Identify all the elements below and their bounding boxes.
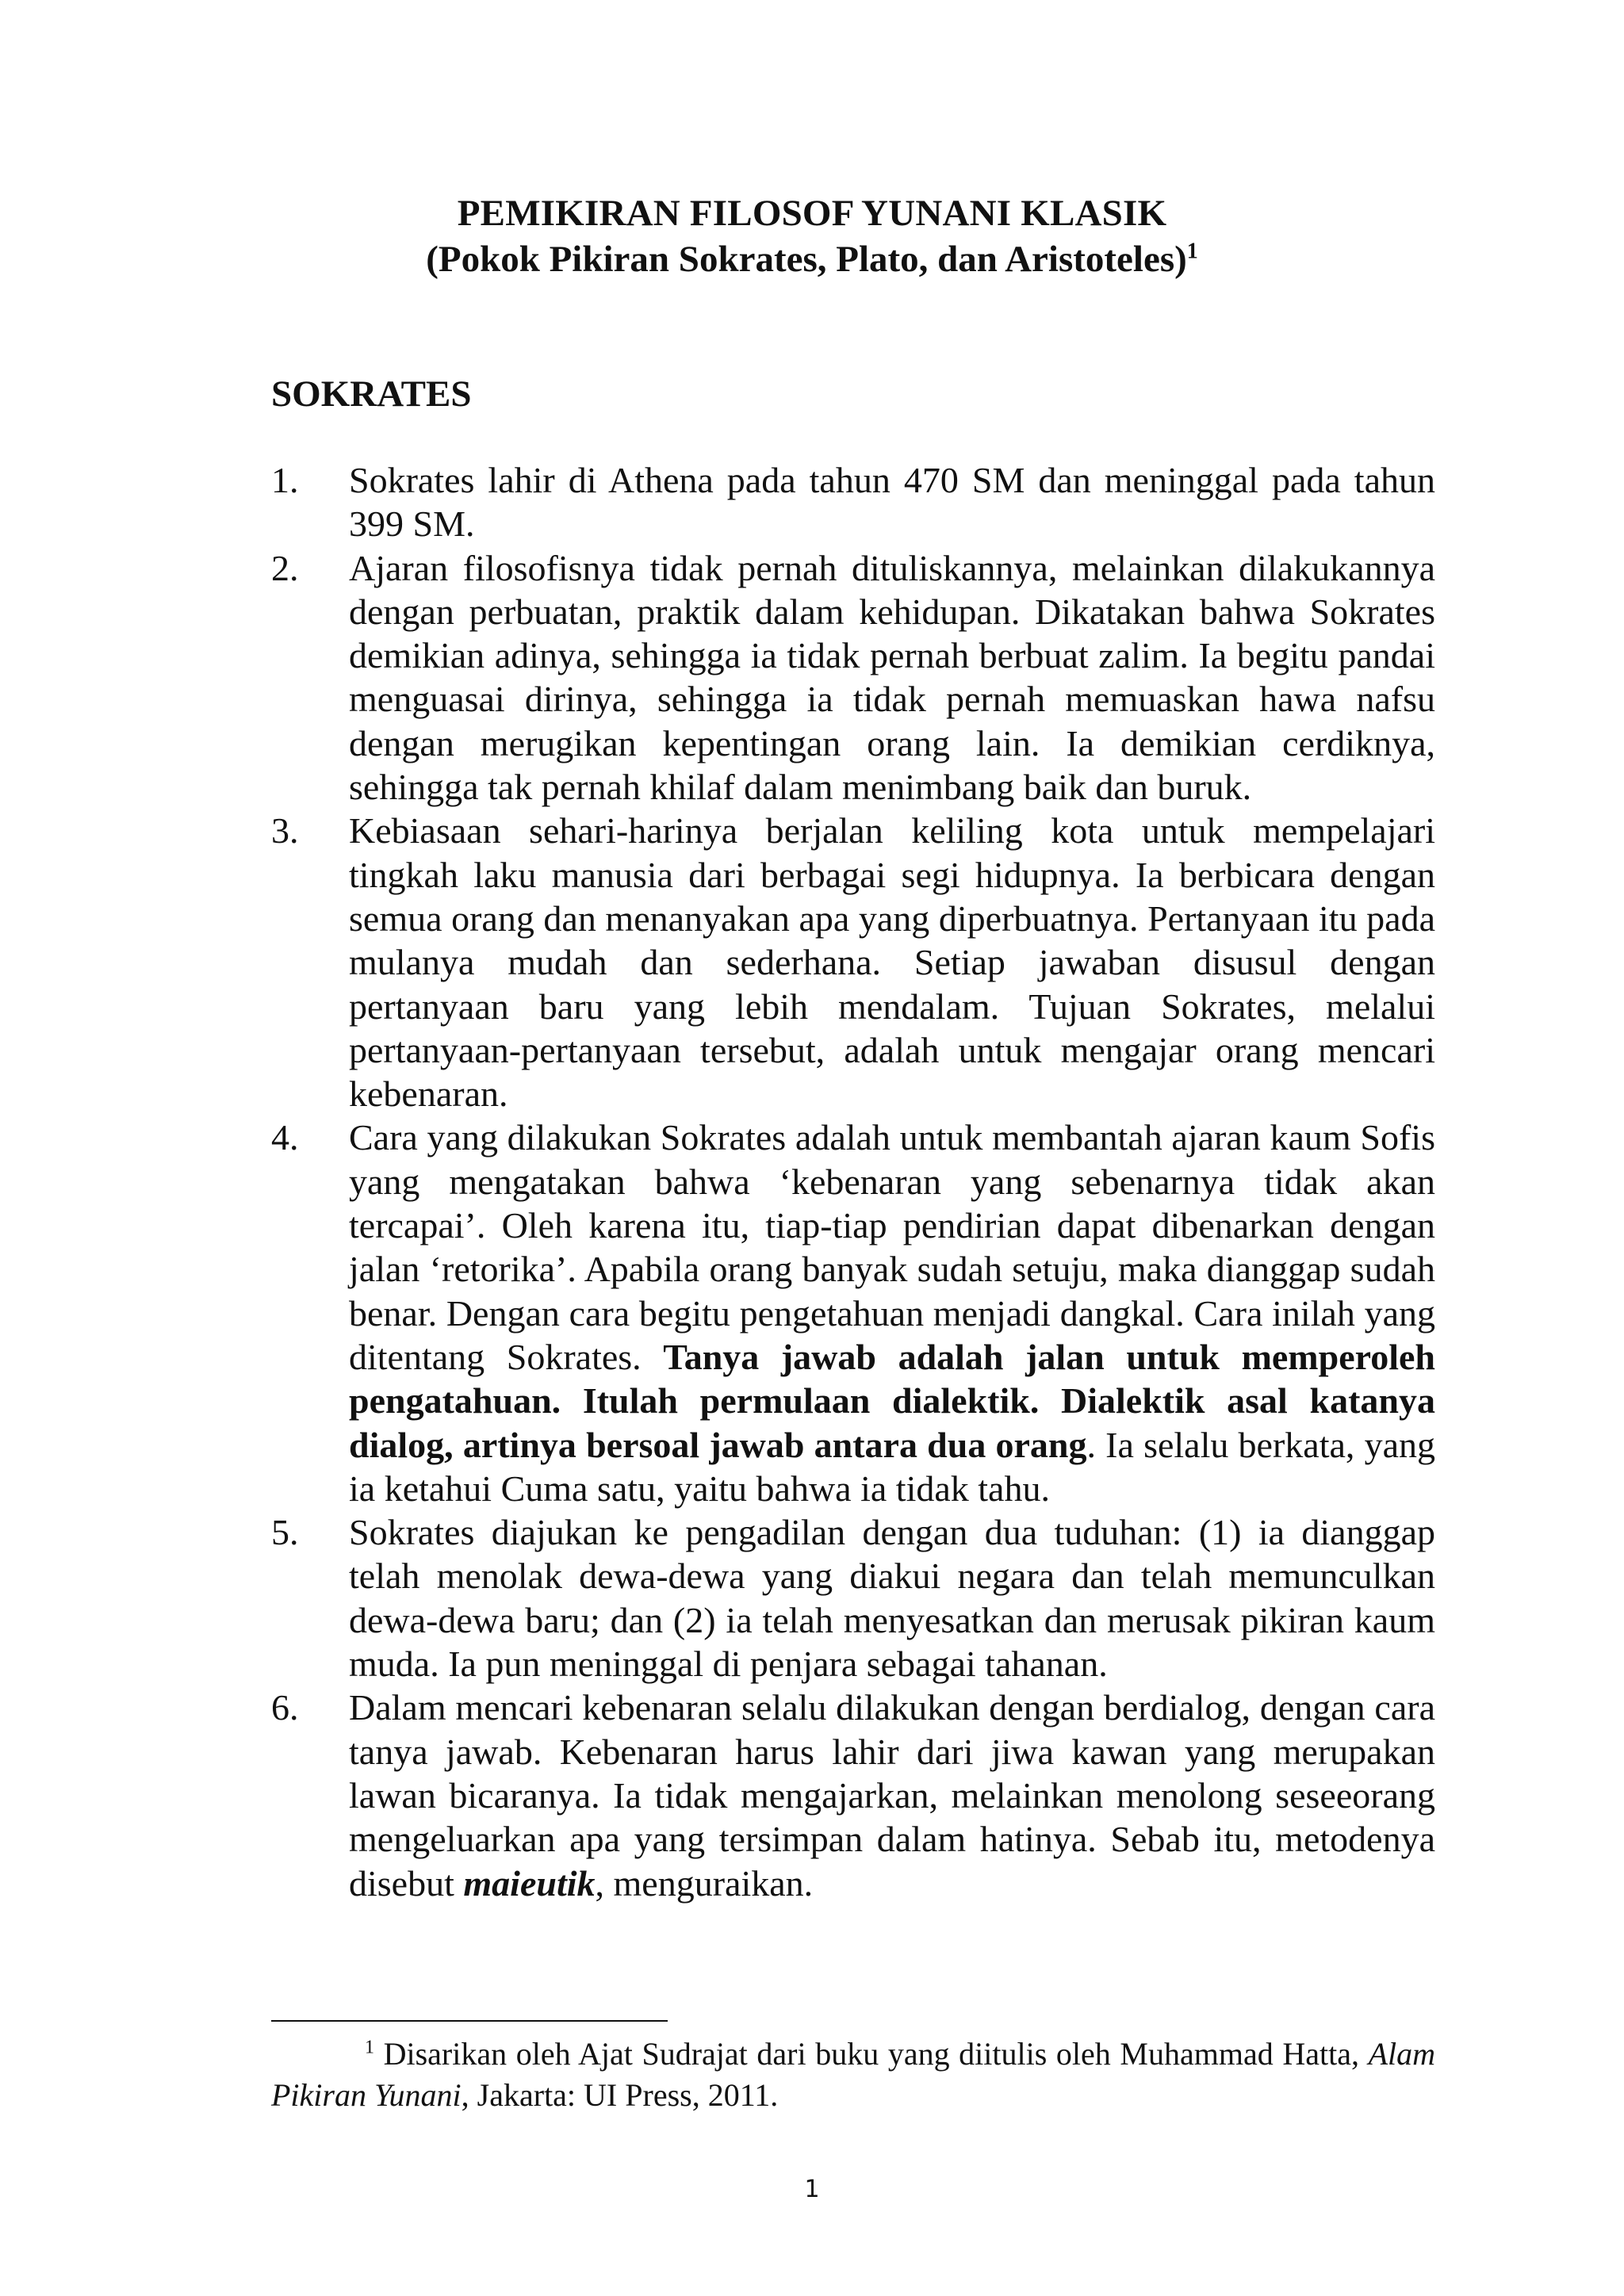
document-title [0, 190, 1624, 282]
list-item-number: 3. [271, 810, 299, 851]
footnote-marker: 1 [365, 2037, 374, 2058]
footnote-book-title: Alam Pikiran Yunani [271, 2036, 1435, 2113]
list-item-text: Sokrates diajukan ke pengadilan dengan dua tuduhan: (1) ia dianggap telah menolak dewa-dewa yang diakui negara dan telah memunculkan dewa-dewa baru; dan (2) ia telah menyesatkan dan merusak pikiran kaum muda. Ia pun meninggal di penjara sebagai tahanan. [349, 1512, 1435, 1685]
list-item-text-tail: . Ia selalu berkata, yang ia ketahui Cuma satu, yaitu bahwa ia tidak tahu. [349, 1424, 1435, 1509]
list-item-text: Dalam mencari kebenaran selalu dilakukan dengan berdialog, dengan cara tanya jawab. Kebenaran harus lahir dari jiwa kawan yang merupakan lawan bicaranya. Ia tidak mengajarkan, melainkan menolong seseeorang mengeluarkan apa yang tersimpan dalam hatinya. Sebab itu, metodenya disebut [349, 1687, 1435, 1904]
list-item-bold-text: Tanya jawab adalah jalan untuk memperoleh pengatahuan. Itulah permulaan dialektik. Dialektik asal katanya dialog, artinya bersoal jawab antara dua orang [349, 1336, 1435, 1465]
title-line-2 [0, 236, 1624, 282]
page-number: 1 [804, 2175, 820, 2203]
title-line-2-text: (Pokok Pikiran Sokrates, Plato, dan Aristoteles) [426, 239, 1187, 280]
list-item [271, 809, 1435, 1115]
list-item [271, 1686, 1435, 1904]
list-item [271, 1510, 1435, 1686]
list-item-text: Sokrates lahir di Athena pada tahun 470 SM dan meninggal pada tahun 399 SM. [349, 460, 1435, 545]
list-item [271, 1115, 1435, 1510]
list-item-text: Ajaran filosofisnya tidak pernah dituliskannya, melainkan dilakukannya dengan perbuatan, praktik dalam kehidupan. Dikatakan bahwa Sokrates demikian adinya, sehingga ia tidak pernah berbuat zalim. Ia begitu pandai menguasai dirinya, sehingga ia tidak pernah memuaskan hawa nafsu dengan merugikan kepentingan orang lain. Ia demikian cerdiknya, sehingga tak pernah khilaf dalam menimbang baik dan buruk. [349, 547, 1435, 808]
footnote-text-tail: , Jakarta: UI Press, 2011. [461, 2077, 779, 2113]
list-item-number: 5. [271, 1512, 299, 1553]
title-line-1: PEMIKIRAN FILOSOF YUNANI KLASIK [457, 193, 1167, 234]
list-item-number: 6. [271, 1687, 299, 1728]
list-item-text: Kebiasaan sehari-harinya berjalan keliling kota untuk mempelajari tingkah laku manusia dari berbagai segi hidupnya. Ia berbicara dengan semua orang dan menanyakan apa yang diperbuatnya. Pertanyaan itu pada mulanya mudah dan sederhana. Setiap jawaban disusul dengan pertanyaan baru yang lebih mendalam. Tujuan Sokrates, melalui pertanyaan-pertanyaan tersebut, adalah untuk mengajar orang mencari kebenaran. [349, 810, 1435, 1115]
list-item-number: 4. [271, 1117, 299, 1158]
footnote-divider [271, 2020, 668, 2022]
list-item-bold-italic-term: maieutik [463, 1862, 596, 1904]
title-footnote-marker[interactable]: 1 [1186, 239, 1198, 264]
list-item [271, 458, 1435, 546]
list-item-number: 1. [271, 460, 299, 500]
list-item [271, 546, 1435, 809]
list-item-number: 2. [271, 547, 299, 588]
numbered-list [271, 458, 1435, 1905]
list-item-text: Cara yang dilakukan Sokrates adalah untuk membantah ajaran kaum Sofis yang mengatakan bahwa ‘kebenaran yang sebenarnya tidak akan tercapai’. Oleh karena itu, tiap-tiap pendirian dapat dibenarkan dengan jalan ‘retorika’. Apabila orang banyak sudah setuju, maka dianggap sudah benar. Dengan cara begitu pengetahuan menjadi dangkal. Cara inilah yang ditentang Sokrates. [349, 1117, 1435, 1377]
footnote-text: Disarikan oleh Ajat Sudrajat dari buku yang diitulis oleh Muhammad Hatta, [374, 2036, 1369, 2072]
list-item-text-tail: , menguraikan. [595, 1862, 814, 1904]
footnote [271, 2034, 1435, 2116]
section-heading: SOKRATES [271, 373, 472, 415]
